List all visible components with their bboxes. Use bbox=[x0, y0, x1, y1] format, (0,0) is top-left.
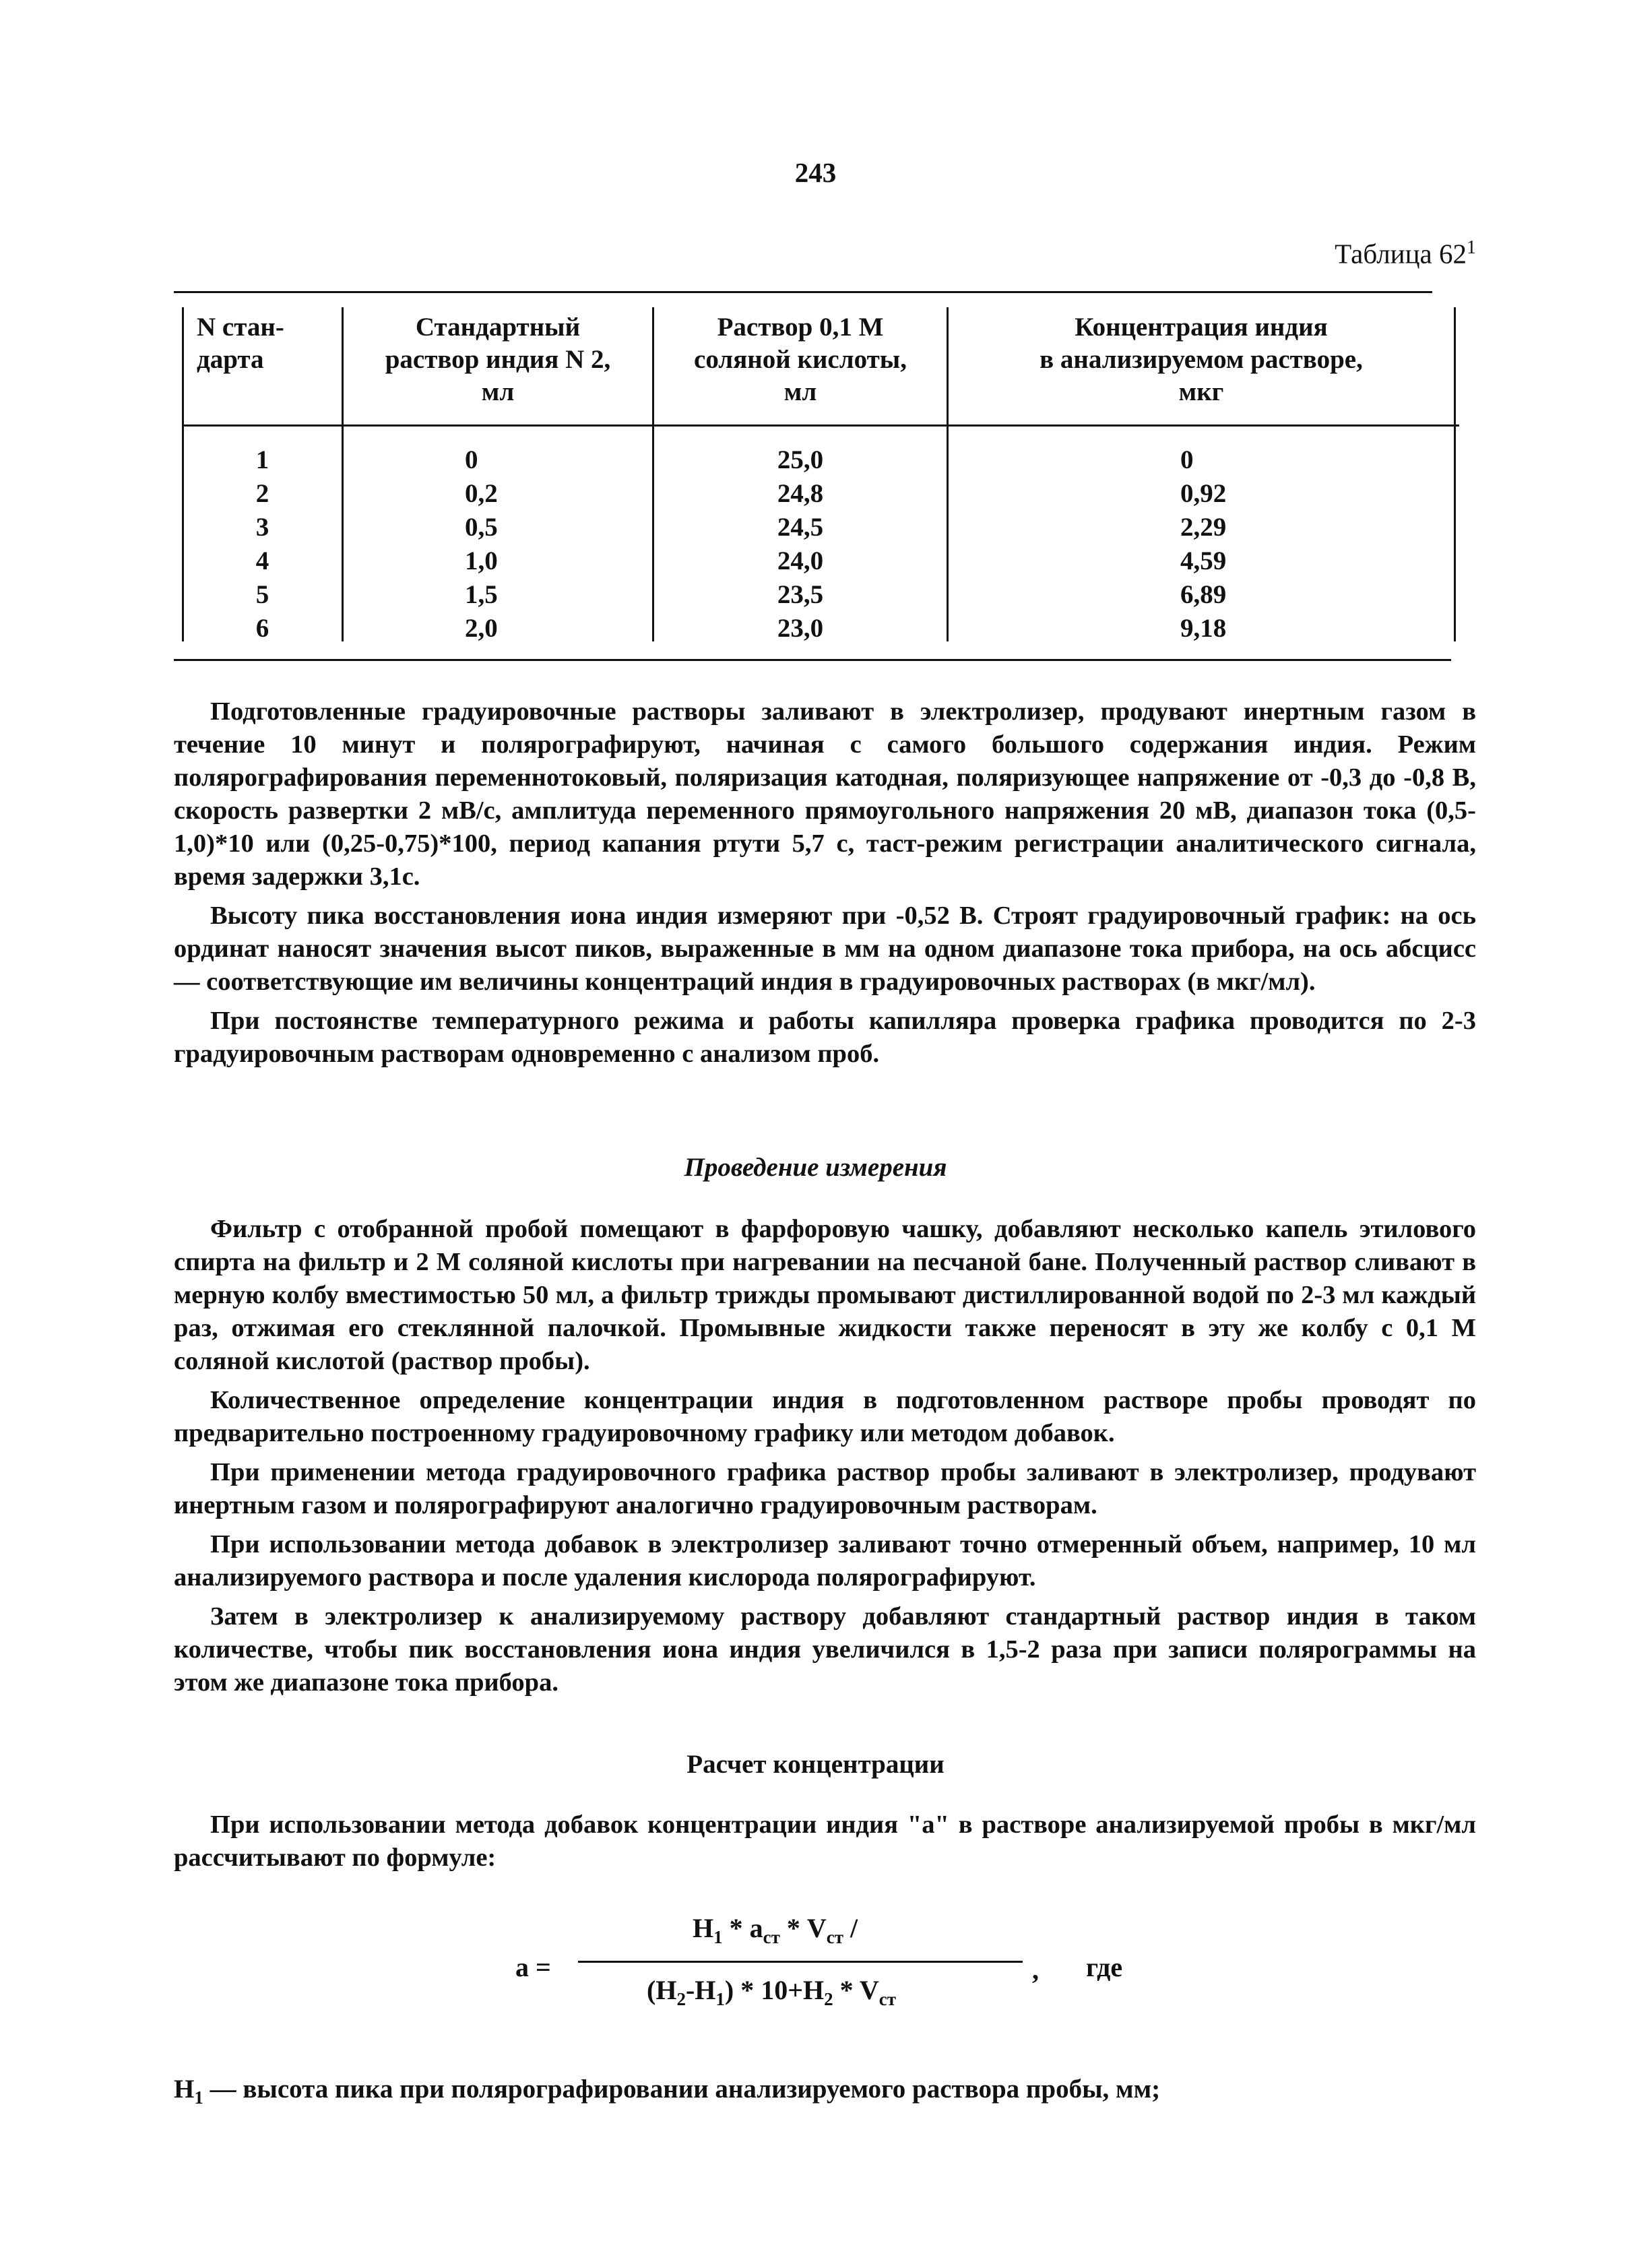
table-cell: 23,5 bbox=[777, 580, 824, 609]
table-cell: 0 bbox=[465, 445, 478, 474]
section-heading-calculation: Расчет концентрации bbox=[686, 1750, 945, 1779]
table-cell: 6,89 bbox=[1180, 580, 1227, 609]
den-sub: 2 bbox=[676, 1989, 686, 2009]
table-cell: 5 bbox=[255, 580, 269, 609]
paragraph: При использовании метода добавок в электролизер заливают точно отмеренный объем, например, 10 мл анализируемого раствора и после удаления кислорода полярографируют. bbox=[174, 1530, 1476, 1592]
page-number: 243 bbox=[794, 157, 837, 188]
table-cell: 1,0 bbox=[465, 546, 498, 575]
header-line: мл bbox=[783, 377, 817, 406]
text-block-measurement bbox=[174, 1213, 1476, 1705]
paragraph: Высоту пика восстановления иона индия измеряют при -0,52 В. Строят градуировочный график: на ось ординат наносят значения высот пиков, выраженные в мм на одном диапазоне тока прибора, на ось абсцисс — соответствующие им величины концентраций индия в градуировочных растворах (в мкг/мл). bbox=[174, 902, 1476, 996]
table-column-standard-number bbox=[183, 443, 342, 645]
paragraph: При постоянстве температурного режима и работы капилляра проверка графика проводится по 2-3 градуировочным растворам одновременно с анализом проб. bbox=[174, 1007, 1476, 1068]
table-caption-text: Таблица 62 bbox=[1335, 238, 1467, 270]
table-cell: 3 bbox=[255, 513, 269, 542]
table-cell: 0,92 bbox=[1180, 479, 1227, 508]
header-line: Раствор 0,1 М bbox=[717, 313, 884, 342]
table-header-cell bbox=[949, 311, 1454, 408]
section-heading-measurement: Проведение измерения bbox=[684, 1153, 947, 1182]
den-sub: ст bbox=[878, 1989, 897, 2009]
table-cell: 24,5 bbox=[777, 513, 824, 542]
table-cell: 1 bbox=[255, 445, 269, 474]
formula-comma: , bbox=[1032, 1955, 1039, 1985]
table-caption-superscript: 1 bbox=[1467, 237, 1476, 258]
header-line: в анализируемом растворе, bbox=[1040, 345, 1363, 374]
table-caption bbox=[1335, 237, 1476, 270]
table-cell: 2 bbox=[255, 479, 269, 508]
den-sub: 1 bbox=[715, 1989, 725, 2009]
table-cell: 0,2 bbox=[465, 479, 498, 508]
formula-numerator bbox=[693, 1912, 858, 1948]
header-line: соляной кислоты, bbox=[694, 345, 907, 374]
table-header-cell bbox=[344, 311, 652, 408]
table-column-indium-concentration bbox=[1180, 443, 1288, 645]
header-line: мл bbox=[481, 377, 515, 406]
num-sub: 1 bbox=[713, 1927, 723, 1947]
def-symbol: H bbox=[174, 2075, 195, 2104]
table-cell: 24,8 bbox=[777, 479, 824, 508]
formula-fraction-bar bbox=[578, 1961, 1023, 1963]
table-header-rule bbox=[182, 424, 1459, 427]
table-cell: 4 bbox=[255, 546, 269, 575]
paragraph: Затем в электролизер к анализируемому раствору добавляют стандартный раствор индия в таком количестве, чтобы пик восстановления иона индия увеличился в 1,5-2 раза при записи полярограммы на этом же диапазоне тока прибора. bbox=[174, 1602, 1476, 1697]
paragraph: Фильтр с отобранной пробой помещают в фарфоровую чашку, добавляют несколько капель этилового спирта на фильтр и 2 М соляной кислоты при нагревании на песчаной бане. Полученный раствор сливают в мерную колбу вместимостью 50 мл, а фильтр трижды промывают дистиллированной водой по 2-3 мл каждый раз, отжимая его стеклянной палочкой. Промывные жидкости также переносят в эту же колбу с 0,1 М соляной кислотой (раствор пробы). bbox=[174, 1215, 1476, 1375]
num-part: / bbox=[843, 1913, 858, 1943]
num-sub: ст bbox=[826, 1927, 844, 1947]
den-part: (H bbox=[647, 1975, 677, 2005]
formula-where: где bbox=[1086, 1952, 1123, 1982]
def-text: — высота пика при полярографировании анализируемого раствора пробы, мм; bbox=[203, 2075, 1161, 2104]
header-line: раствор индия N 2, bbox=[385, 345, 611, 374]
table-column-standard-solution bbox=[465, 443, 532, 645]
table-cell: 2,29 bbox=[1180, 513, 1227, 542]
def-subscript: 1 bbox=[194, 2087, 203, 2108]
table-top-rule bbox=[174, 291, 1432, 293]
table-cell: 9,18 bbox=[1180, 614, 1227, 643]
den-sub: 2 bbox=[824, 1989, 833, 2009]
table-vline-right bbox=[1454, 307, 1456, 641]
table-cell: 4,59 bbox=[1180, 546, 1227, 575]
header-line: N стан- bbox=[197, 313, 284, 342]
num-part: * V bbox=[779, 1913, 827, 1943]
table-cell: 2,0 bbox=[465, 614, 498, 643]
paragraph: При применении метода градуировочного графика раствор пробы заливают в электролизер, продувают инертным газом и полярографируют аналогично градуировочным растворам. bbox=[174, 1458, 1476, 1519]
num-sub: ст bbox=[763, 1927, 780, 1947]
header-line: дарта bbox=[197, 345, 264, 374]
table-bottom-rule bbox=[174, 659, 1451, 661]
paragraph: Подготовленные градуировочные растворы заливают в электролизер, продувают инертным газом в течение 10 минут и полярографируют, начиная с самого большого содержания индия. Режим полярографирования переменнотоковый, поляризация катодная, поляризующее напряжение от -0,3 до -0,8 В, скорость развертки 2 мВ/с, амплитуда переменного прямоугольного напряжения 20 мВ, диапазон тока (0,5-1,0)*10 или (0,25-0,75)*100, период капания ртути 5,7 с, таст-режим регистрации аналитического сигнала, время задержки 3,1с. bbox=[174, 697, 1476, 891]
table-cell: 24,0 bbox=[777, 546, 824, 575]
text-block-calculation bbox=[174, 1808, 1476, 1881]
formula-denominator bbox=[647, 1974, 896, 2010]
header-line: мкг bbox=[1178, 377, 1224, 406]
header-line: Стандартный bbox=[415, 313, 581, 342]
table-column-hcl-solution bbox=[654, 443, 947, 645]
den-part: ) * 10+H bbox=[724, 1975, 825, 2005]
table-header-cell bbox=[654, 311, 947, 408]
table-cell: 6 bbox=[255, 614, 269, 643]
table-cell: 0,5 bbox=[465, 513, 498, 542]
table-cell: 0 bbox=[1180, 445, 1194, 474]
den-part: -H bbox=[685, 1975, 716, 2005]
table-cell: 1,5 bbox=[465, 580, 498, 609]
definition-h1 bbox=[174, 2074, 1160, 2108]
den-part: * V bbox=[833, 1975, 879, 2005]
num-part: * a bbox=[722, 1913, 763, 1943]
header-line: Концентрация индия bbox=[1075, 313, 1328, 342]
table-cell: 23,0 bbox=[777, 614, 824, 643]
table-header-cell bbox=[183, 311, 290, 376]
text-block-calibration bbox=[174, 695, 1476, 1077]
table-cell: 25,0 bbox=[777, 445, 824, 474]
paragraph: При использовании метода добавок концентрации индия "а" в растворе анализируемой пробы в мкг/мл рассчитывают по формуле: bbox=[174, 1810, 1476, 1872]
num-part: H bbox=[693, 1913, 714, 1943]
paragraph: Количественное определение концентрации индия в подготовленном растворе пробы проводят по предварительно построенному градуировочному графику или методом добавок. bbox=[174, 1386, 1476, 1447]
formula-lhs: а = bbox=[515, 1952, 551, 1982]
